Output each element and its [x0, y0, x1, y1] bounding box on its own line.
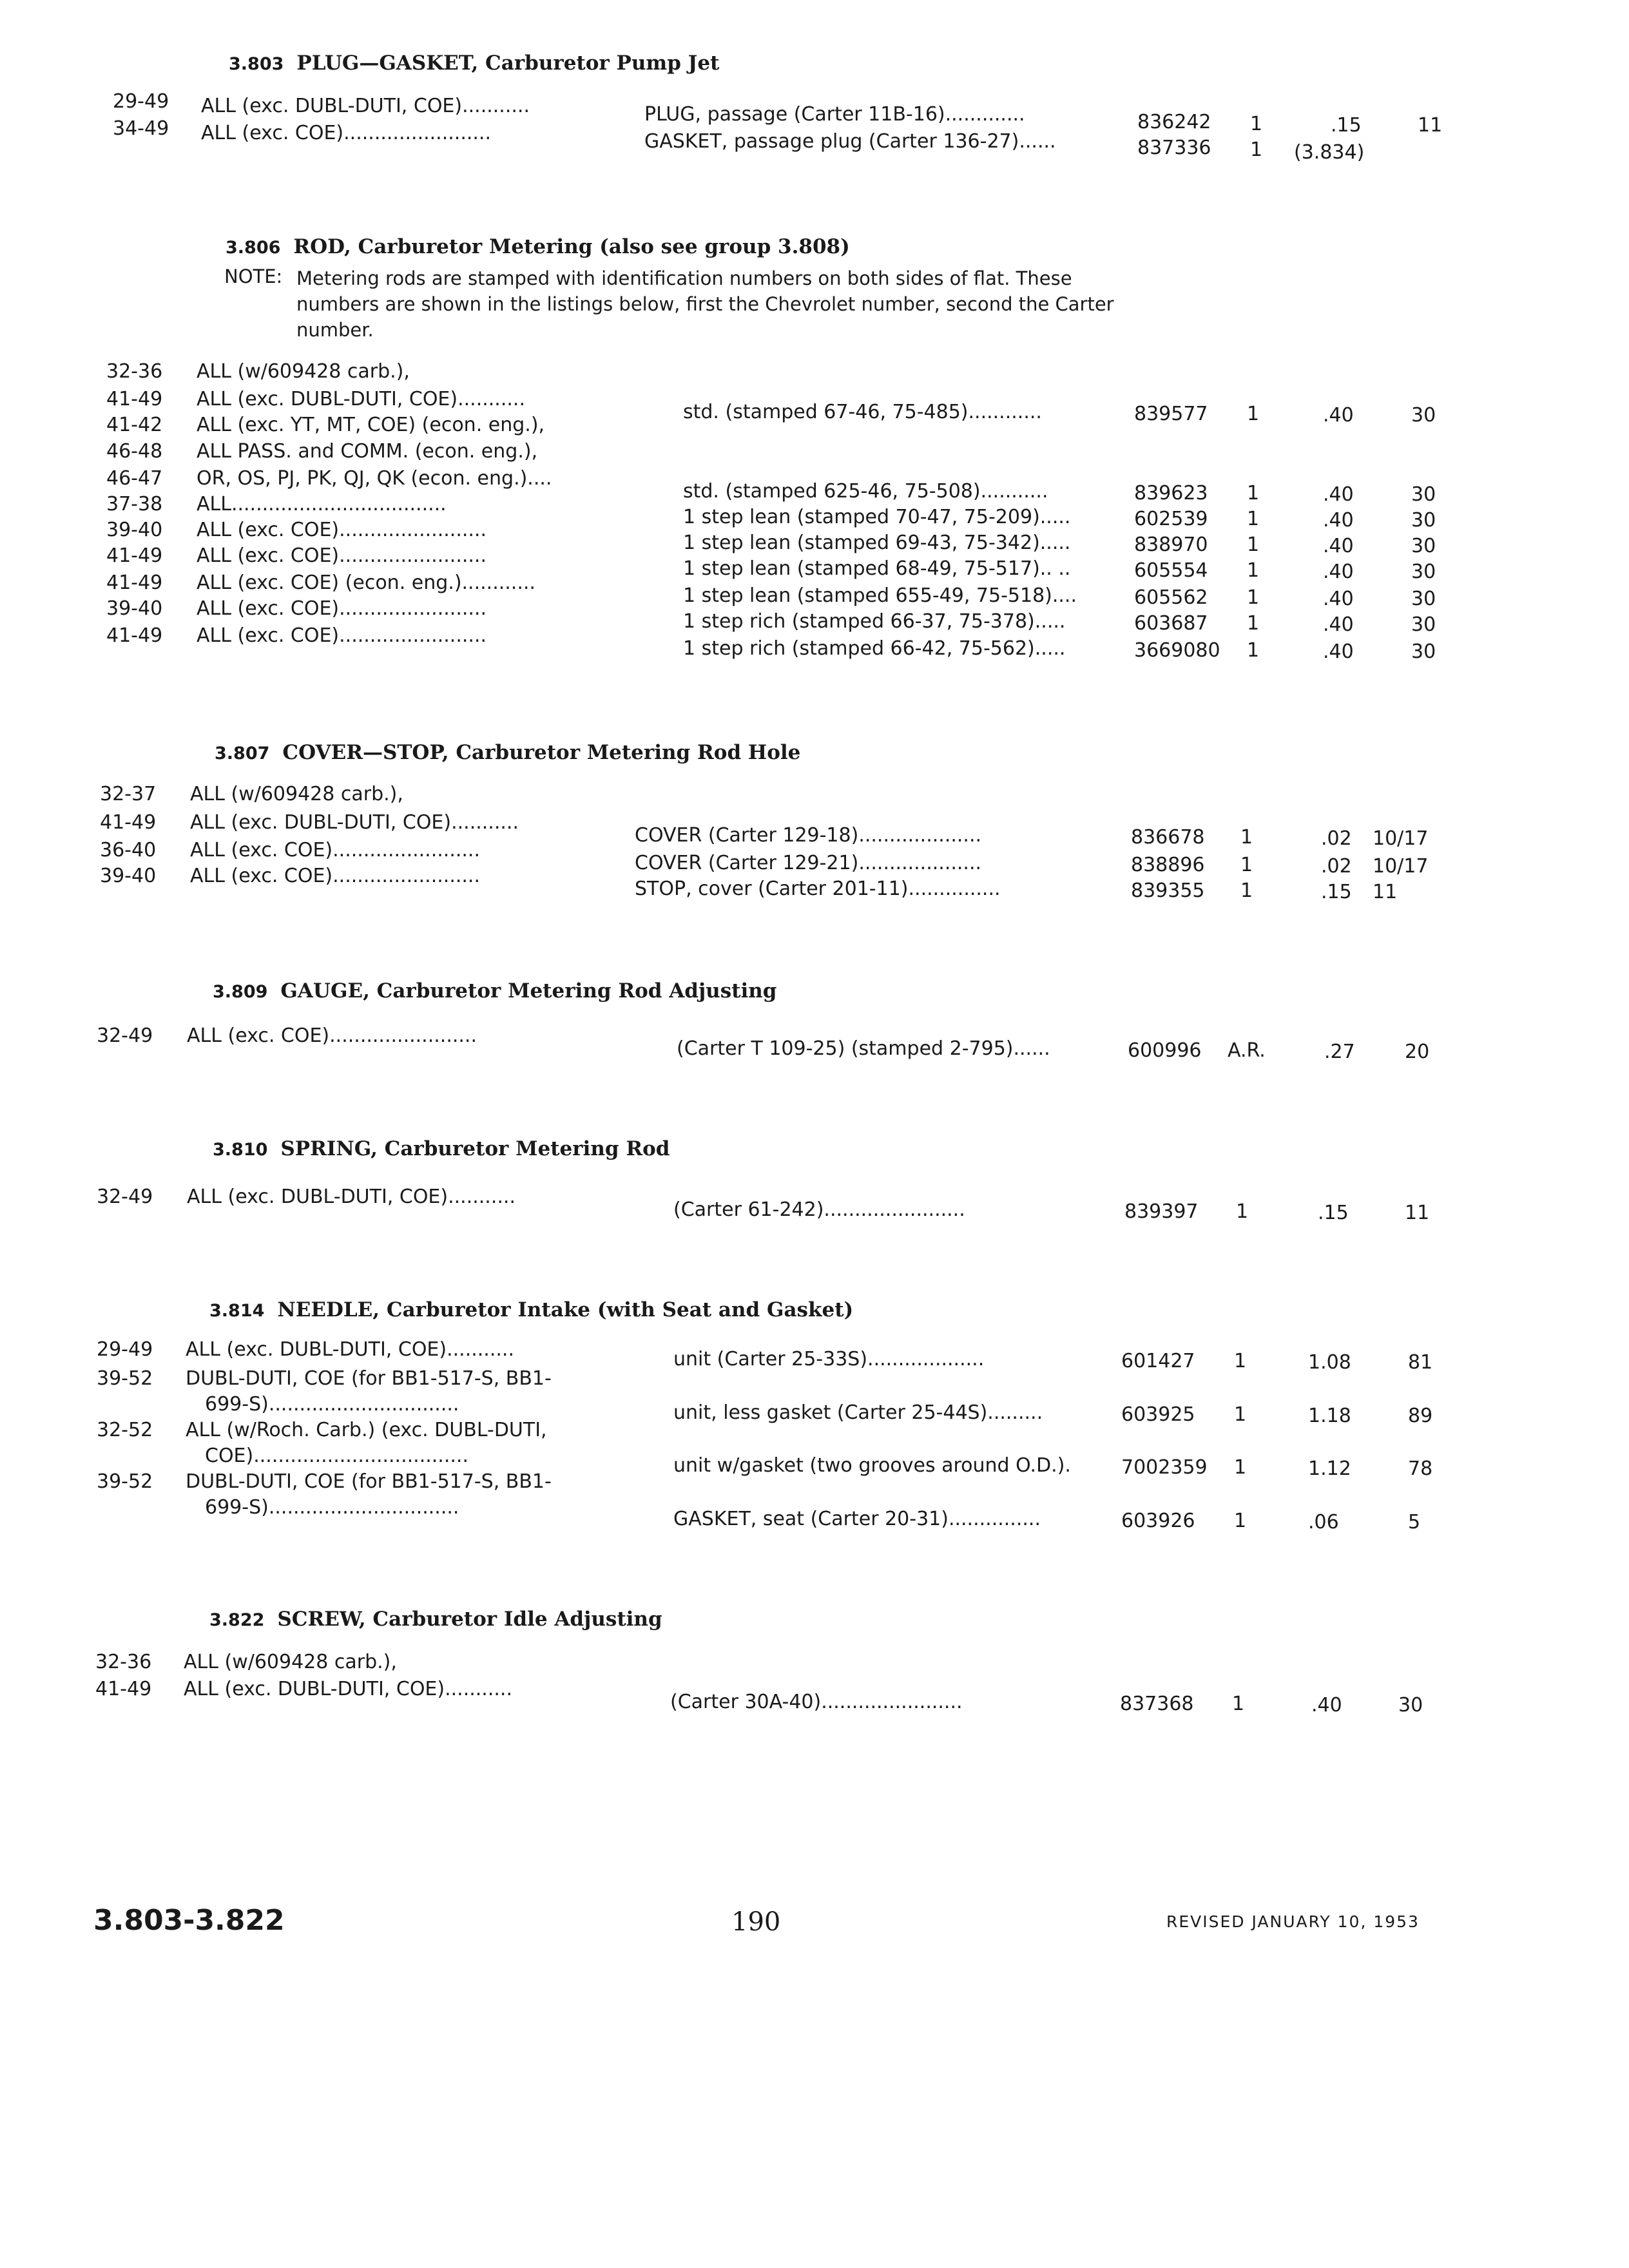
model-applicability: ALL (w/609428 carb.),	[184, 1651, 397, 1673]
list-price: .40	[1323, 483, 1354, 506]
model-applicability: ALL (exc. COE)........................	[197, 519, 487, 541]
year-range: 32-52	[97, 1419, 153, 1441]
quantity: 1	[1247, 639, 1260, 662]
year-range: 36-40	[100, 839, 157, 861]
quantity: 1	[1232, 1693, 1245, 1715]
weight: 30	[1411, 404, 1436, 427]
quantity: 1	[1234, 1350, 1247, 1372]
model-applicability: ALL (exc. YT, MT, COE) (econ. eng.),	[197, 414, 545, 436]
model-applicability: ALL PASS. and COMM. (econ. eng.),	[197, 440, 538, 463]
section-number: 3.809	[213, 982, 268, 1002]
part-number: 603926	[1121, 1510, 1195, 1532]
list-price: 1.08	[1308, 1351, 1351, 1374]
section-title: NEEDLE, Carburetor Intake (with Seat and Gasket)	[277, 1298, 854, 1321]
year-range: 41-49	[106, 572, 163, 594]
part-number: 839355	[1131, 879, 1205, 902]
part-description: (Carter 61-242).......................	[673, 1198, 965, 1221]
part-number: 838896	[1131, 854, 1205, 876]
part-description: 1 step rich (stamped 66-37, 75-378).....	[683, 610, 1066, 633]
section-heading	[209, 1298, 853, 1321]
quantity: 1	[1234, 1403, 1247, 1426]
weight: 10/17	[1373, 855, 1429, 878]
weight: 81	[1408, 1351, 1433, 1374]
part-number: 837368	[1120, 1693, 1194, 1715]
model-applicability: ALL (exc. DUBL-DUTI, COE)...........	[186, 1338, 514, 1361]
quantity: 1	[1236, 1200, 1249, 1223]
weight: 5	[1408, 1511, 1421, 1533]
quantity: 1	[1234, 1456, 1247, 1479]
part-description: GASKET, seat (Carter 20-31)...............	[673, 1508, 1041, 1530]
part-description: unit (Carter 25-33S)...................	[673, 1348, 985, 1370]
quantity: 1	[1247, 559, 1260, 582]
model-applicability: DUBL-DUTI, COE (for BB1-517-S, BB1-	[186, 1470, 552, 1493]
section-number: 3.803	[229, 54, 284, 74]
year-range: 39-40	[106, 597, 163, 620]
quantity: 1	[1247, 482, 1260, 505]
weight: 11	[1418, 114, 1443, 137]
year-range: 41-49	[100, 811, 157, 834]
model-applicability: OR, OS, PJ, PK, QJ, QK (econ. eng.)....	[197, 467, 552, 490]
year-range: 41-42	[106, 414, 163, 436]
list-price: .40	[1323, 404, 1354, 427]
part-description: COVER (Carter 129-18)....................	[635, 824, 982, 847]
year-range: 34-49	[113, 117, 169, 140]
quantity: 1	[1240, 879, 1253, 902]
part-number: 603687	[1134, 612, 1208, 635]
section-number: 3.822	[209, 1610, 265, 1630]
quantity: 1	[1247, 586, 1260, 609]
part-description: std. (stamped 625-46, 75-508)...........	[683, 480, 1048, 503]
model-applicability-cont: 699-S)...............................	[205, 1496, 459, 1519]
part-description: 1 step lean (stamped 70-47, 75-209).....	[683, 506, 1071, 528]
part-description: 1 step rich (stamped 66-42, 75-562).....	[683, 637, 1066, 660]
part-number: 839623	[1134, 482, 1208, 505]
quantity: A.R.	[1228, 1039, 1266, 1062]
model-applicability: ALL (exc. COE)........................	[197, 624, 487, 647]
list-price: .40	[1323, 588, 1354, 610]
part-description: unit w/gasket (two grooves around O.D.).	[673, 1454, 1071, 1477]
section-number: 3.806	[226, 238, 281, 258]
part-description: (Carter T 109-25) (stamped 2-795)......	[677, 1037, 1050, 1060]
list-price: .15	[1321, 881, 1352, 903]
section-title: SCREW, Carburetor Idle Adjusting	[277, 1608, 662, 1631]
list-price: .40	[1323, 613, 1354, 636]
quantity: 1	[1247, 612, 1260, 635]
quantity: 1	[1247, 403, 1260, 425]
model-applicability: ALL (exc. DUBL-DUTI, COE)...........	[197, 388, 525, 410]
part-description: GASKET, passage plug (Carter 136-27)......	[644, 130, 1056, 153]
part-number: 602539	[1134, 508, 1208, 530]
year-range: 39-40	[100, 865, 157, 887]
section-title: ROD, Carburetor Metering (also see group 3.808)	[293, 235, 850, 258]
model-applicability: ALL...................................	[197, 493, 447, 515]
weight: 30	[1411, 613, 1436, 636]
weight: 30	[1411, 535, 1436, 557]
model-applicability-cont: 699-S)...............................	[205, 1393, 459, 1416]
section-heading	[209, 1608, 662, 1631]
quantity: 1	[1234, 1510, 1247, 1532]
section-number: 3.814	[209, 1301, 265, 1321]
section-title: PLUG—GASKET, Carburetor Pump Jet	[296, 52, 720, 75]
quantity: 1	[1240, 826, 1253, 849]
weight: 78	[1408, 1457, 1433, 1480]
part-number: 600996	[1128, 1039, 1202, 1062]
list-price: .40	[1323, 509, 1354, 532]
part-number: 3669080	[1134, 639, 1220, 662]
list-price: .15	[1331, 114, 1362, 137]
weight: 20	[1405, 1041, 1430, 1063]
list-price: .40	[1323, 640, 1354, 663]
part-description: 1 step lean (stamped 68-49, 75-517).. ..	[683, 557, 1071, 580]
part-description: std. (stamped 67-46, 75-485)............	[683, 401, 1042, 423]
quantity: 1	[1247, 508, 1260, 530]
quantity: 1	[1250, 113, 1263, 135]
part-number: 603925	[1121, 1403, 1195, 1426]
year-range: 32-37	[100, 783, 157, 805]
model-applicability: ALL (exc. COE)........................	[190, 839, 480, 861]
weight: 10/17	[1373, 827, 1429, 850]
section-number: 3.810	[213, 1140, 268, 1160]
part-number: 605554	[1134, 559, 1208, 582]
part-number: 839577	[1134, 403, 1208, 425]
part-description: unit, less gasket (Carter 25-44S).........	[673, 1401, 1043, 1424]
year-range: 46-47	[106, 467, 163, 490]
part-description: PLUG, passage (Carter 11B-16).............	[644, 103, 1025, 126]
note-label: NOTE:	[224, 265, 283, 287]
year-range: 32-36	[95, 1651, 152, 1673]
section-title: SPRING, Carburetor Metering Rod	[280, 1137, 670, 1160]
section-heading	[226, 235, 850, 258]
weight: 11	[1405, 1202, 1430, 1224]
year-range: 39-40	[106, 519, 163, 541]
model-applicability: ALL (w/Roch. Carb.) (exc. DUBL-DUTI,	[186, 1419, 547, 1441]
section-heading	[215, 741, 800, 764]
weight: 30	[1411, 640, 1436, 663]
page-section-range: 3.803-3.822	[93, 1904, 285, 1937]
model-applicability: ALL (exc. COE)........................	[197, 597, 487, 620]
section-heading	[213, 1137, 670, 1160]
model-applicability: ALL (exc. COE)........................	[190, 865, 480, 887]
part-number: 836678	[1131, 826, 1205, 849]
model-applicability: ALL (w/609428 carb.),	[197, 360, 410, 383]
section-title: GAUGE, Carburetor Metering Rod Adjusting	[280, 979, 777, 1003]
list-price: (3.834)	[1294, 141, 1365, 164]
part-number: 839397	[1124, 1200, 1199, 1223]
year-range: 46-48	[106, 440, 163, 463]
year-range: 29-49	[113, 90, 169, 113]
part-number: 837336	[1137, 137, 1211, 159]
year-range: 39-52	[97, 1367, 153, 1390]
section-number: 3.807	[215, 744, 270, 764]
model-applicability: DUBL-DUTI, COE (for BB1-517-S, BB1-	[186, 1367, 552, 1390]
part-number: 605562	[1134, 586, 1208, 609]
list-price: 1.12	[1308, 1457, 1351, 1480]
model-applicability: ALL (exc. COE)........................	[187, 1024, 477, 1047]
list-price: .40	[1323, 535, 1354, 557]
page-number: 190	[731, 1907, 781, 1937]
year-range: 41-49	[106, 544, 163, 567]
model-applicability: ALL (exc. DUBL-DUTI, COE)...........	[201, 95, 530, 117]
year-range: 41-49	[95, 1678, 152, 1700]
revision-date: REVISED JANUARY 10, 1953	[1166, 1912, 1420, 1931]
model-applicability: ALL (exc. COE)........................	[197, 544, 487, 567]
model-applicability: ALL (exc. COE) (econ. eng.)............	[197, 572, 535, 594]
part-number: 7002359	[1121, 1456, 1208, 1479]
weight: 30	[1398, 1694, 1423, 1716]
year-range: 32-49	[97, 1186, 153, 1208]
quantity: 1	[1250, 139, 1263, 161]
year-range: 32-36	[106, 360, 163, 383]
weight: 30	[1411, 483, 1436, 506]
note-text: Metering rods are stamped with identification numbers on both sides of flat. These numbers are shown in the listings below, first the Chevrolet number, second the Carter number.	[296, 267, 1114, 341]
section-heading	[213, 979, 777, 1003]
part-description: 1 step lean (stamped 69-43, 75-342).....	[683, 532, 1071, 554]
weight: 11	[1373, 881, 1398, 903]
part-description: COVER (Carter 129-21)....................	[635, 852, 982, 874]
model-applicability: ALL (exc. DUBL-DUTI, COE)...........	[187, 1186, 516, 1208]
model-applicability: ALL (exc. DUBL-DUTI, COE)...........	[190, 811, 519, 834]
year-range: 37-38	[106, 493, 163, 515]
weight: 89	[1408, 1405, 1433, 1427]
model-applicability: ALL (exc. COE)........................	[201, 122, 491, 144]
list-price: .06	[1308, 1511, 1339, 1533]
list-price: .02	[1321, 855, 1352, 878]
section-title: COVER—STOP, Carburetor Metering Rod Hole	[282, 741, 801, 764]
part-description: STOP, cover (Carter 201-11)...............	[635, 878, 1001, 900]
quantity: 1	[1240, 854, 1253, 876]
weight: 30	[1411, 561, 1436, 583]
weight: 30	[1411, 588, 1436, 610]
model-applicability: ALL (w/609428 carb.),	[190, 783, 403, 805]
list-price: 1.18	[1308, 1405, 1351, 1427]
year-range: 32-49	[97, 1024, 153, 1047]
part-number: 836242	[1137, 111, 1211, 133]
year-range: 29-49	[97, 1338, 153, 1361]
list-price: .27	[1324, 1041, 1355, 1063]
model-applicability: ALL (exc. DUBL-DUTI, COE)...........	[184, 1678, 512, 1700]
part-description: 1 step lean (stamped 655-49, 75-518)....	[683, 584, 1077, 607]
model-applicability-cont: COE)...................................	[205, 1445, 468, 1467]
list-price: .15	[1318, 1202, 1349, 1224]
year-range: 39-52	[97, 1470, 153, 1493]
part-number: 601427	[1121, 1350, 1195, 1372]
part-number: 838970	[1134, 533, 1208, 556]
weight: 30	[1411, 509, 1436, 532]
part-description: (Carter 30A-40).......................	[670, 1691, 963, 1713]
list-price: .40	[1323, 561, 1354, 583]
year-range: 41-49	[106, 624, 163, 647]
year-range: 41-49	[106, 388, 163, 410]
section-heading	[229, 52, 719, 75]
list-price: .02	[1321, 827, 1352, 850]
list-price: .40	[1311, 1694, 1342, 1716]
quantity: 1	[1247, 533, 1260, 556]
